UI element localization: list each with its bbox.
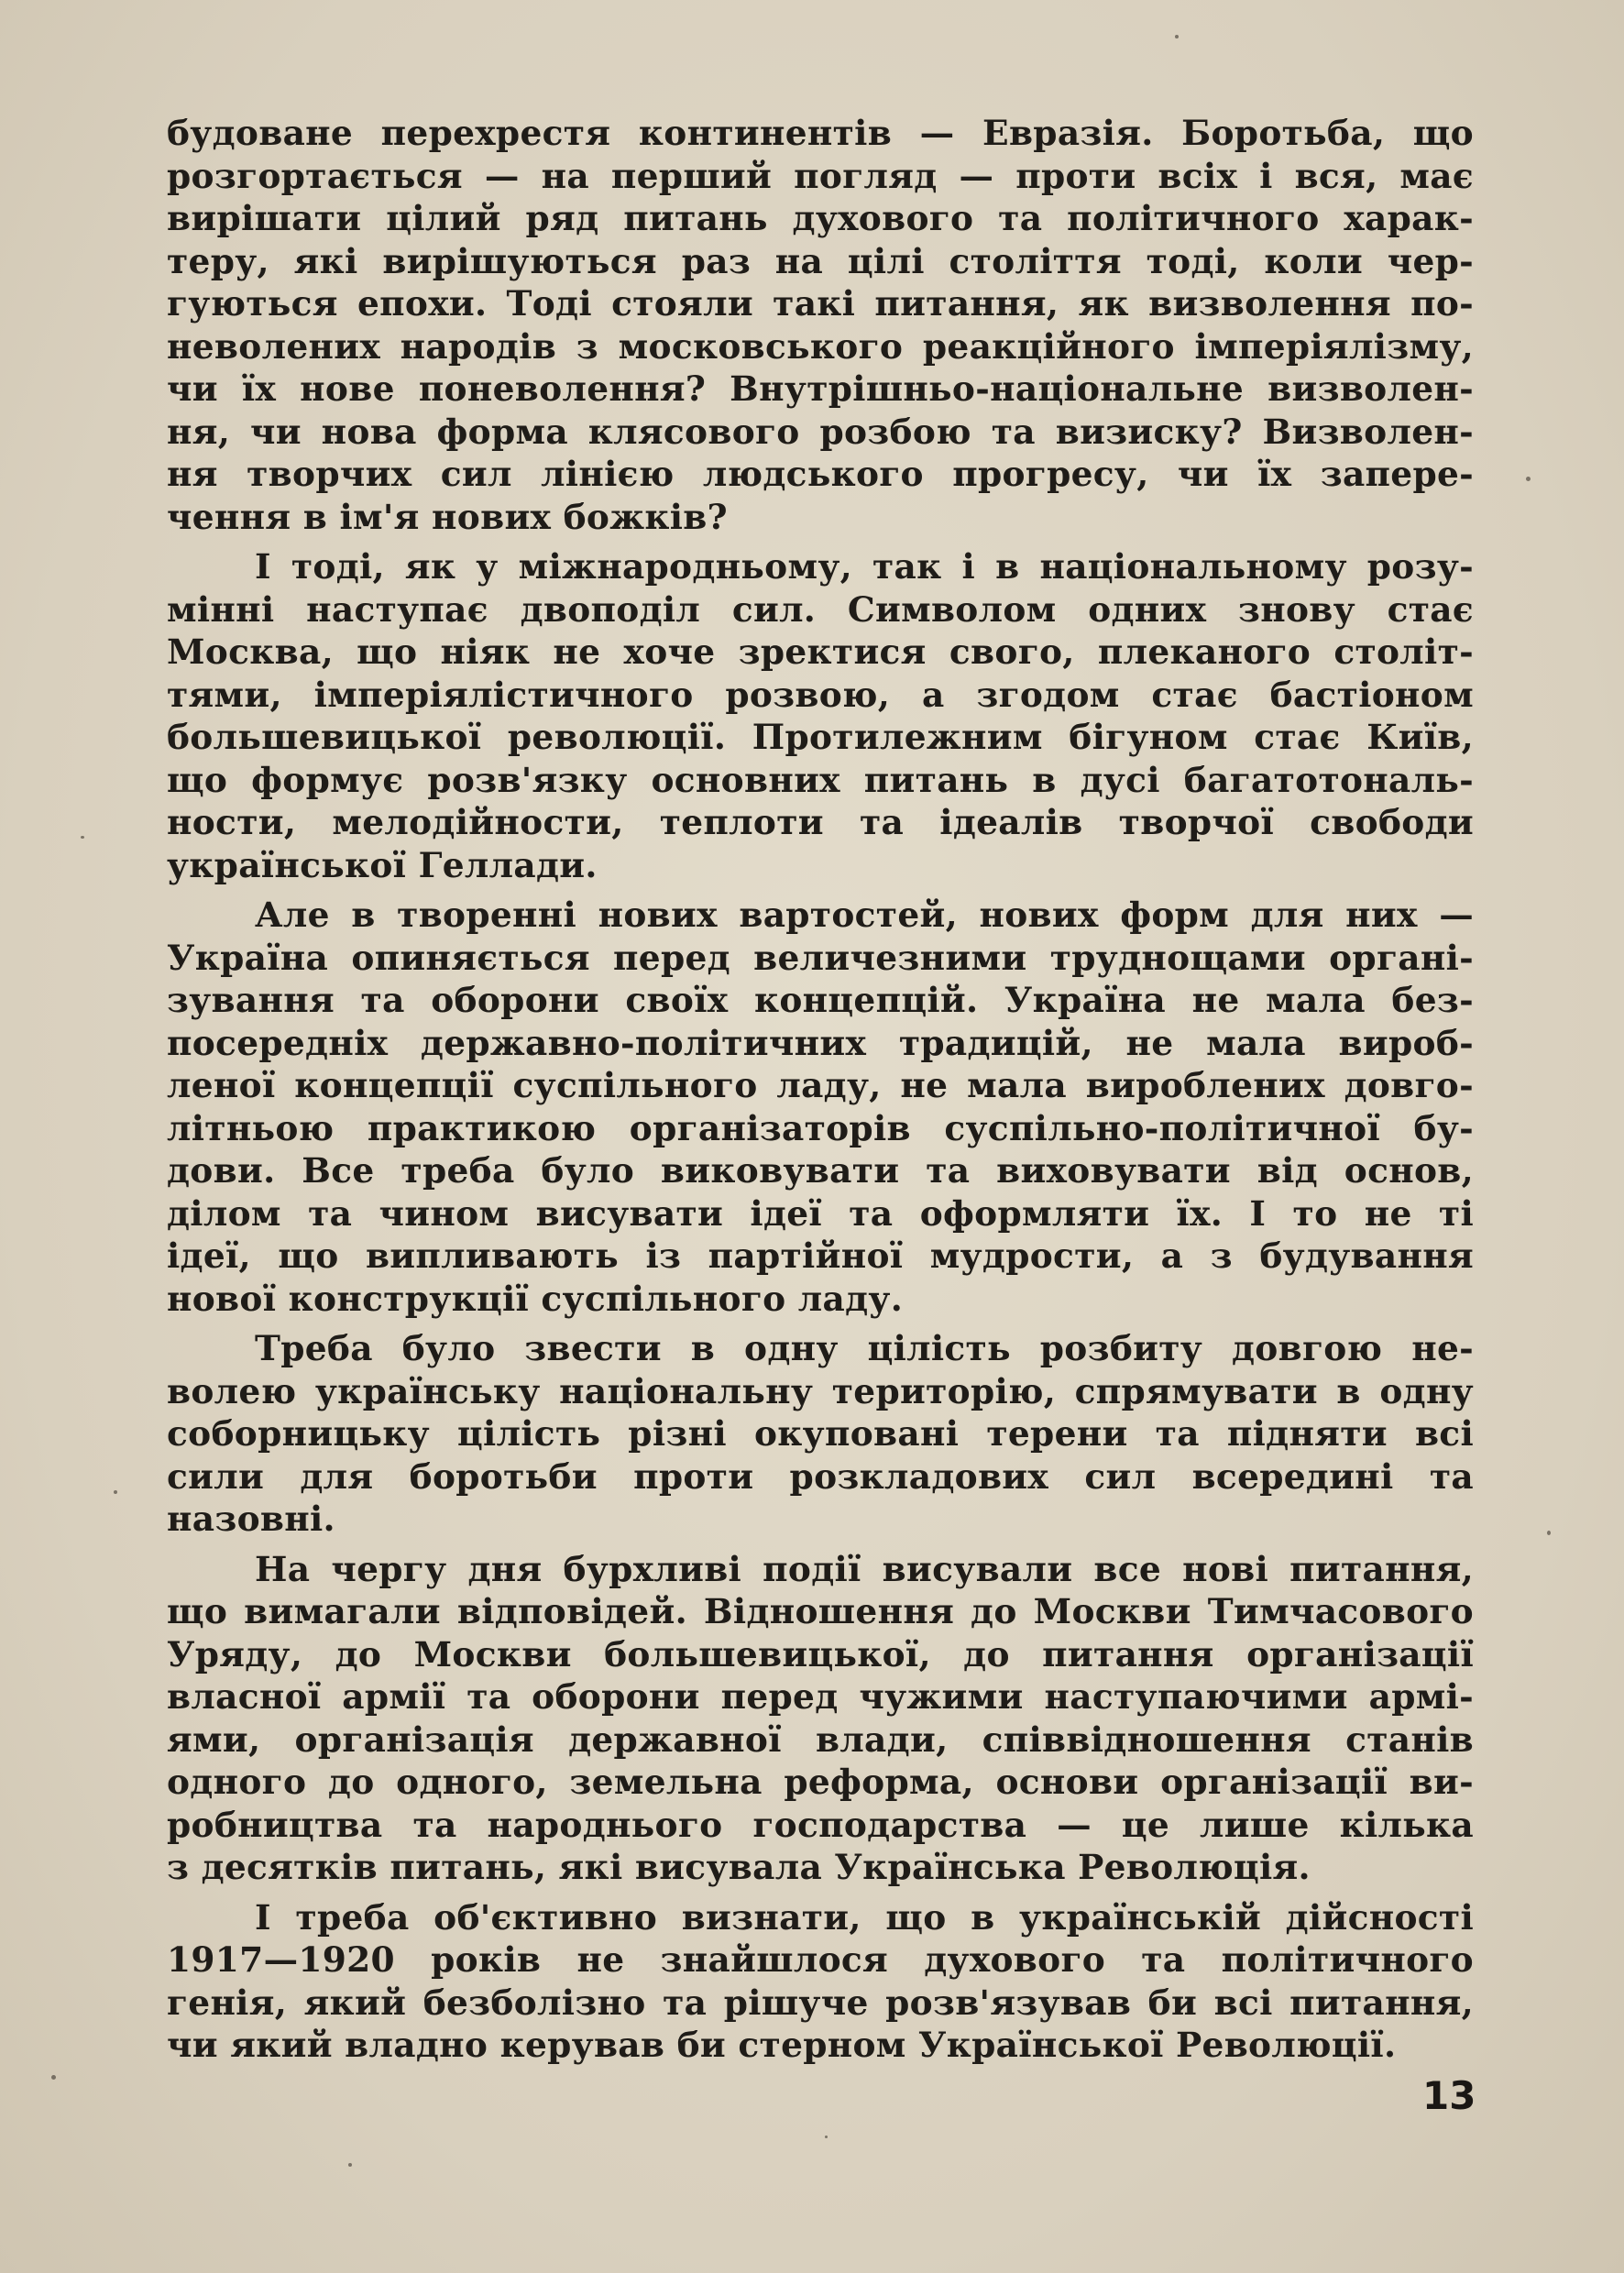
text-line: тями, імперіялістичного розвою, а згодом стає бастіоном: [167, 674, 1474, 715]
text-line: мінні наступає двоподіл сил. Символом одних знову стає: [167, 588, 1474, 630]
text-line: ділом та чином висувати ідеї та оформляти їх. І то не ті: [167, 1192, 1474, 1234]
text-line: Треба було звести в одну цілість розбиту довгою не-: [255, 1328, 1474, 1368]
print-speck: [1175, 35, 1179, 38]
text-line: нової конструкції суспільного ладу.: [167, 1278, 904, 1319]
text-line: 1917—1920 років не знайшлося духового та політичного: [167, 1939, 1474, 1980]
text-line: гуються епохи. Тоді стояли такі питання, як визволення по-: [167, 283, 1474, 324]
page-number: 13: [1422, 2073, 1476, 2118]
text-line: одного до одного, земельна реформа, основи організації ви-: [167, 1762, 1474, 1802]
print-speck: [1526, 477, 1531, 481]
text-line: теру, які вирішуються раз на цілі століття тоді, коли чер-: [167, 240, 1474, 281]
text-line: будоване перехрестя континентів — Евразія. Боротьба, що: [167, 113, 1474, 153]
text-line: ідеї, що випливають із партійної мудрости, а з будування: [167, 1235, 1474, 1276]
text-line: Москва, що ніяк не хоче зректися свого, плеканого століт-: [167, 631, 1474, 672]
text-line: большевицької революції. Протилежним бігуном стає Київ,: [167, 717, 1474, 757]
text-line: І тоді, як у міжнародньому, так і в національному розу-: [255, 546, 1474, 587]
print-speck: [348, 2163, 352, 2167]
text-line: ями, організація державної влади, співвідношення станів: [167, 1718, 1474, 1760]
text-line: ности, мелодійности, теплоти та ідеалів творчої свободи: [167, 802, 1474, 842]
text-line: чи їх нове поневолення? Внутрішньо-національне визволен-: [167, 368, 1474, 409]
text-line: леної концепції суспільного ладу, не мала вироблених довго-: [167, 1065, 1474, 1105]
print-speck: [81, 836, 84, 839]
text-line: сили для боротьби проти розкладових сил всередині та: [167, 1455, 1474, 1497]
text-line: посередніх державно-політичних традицій, не мала вироб-: [167, 1022, 1474, 1063]
text-line: волею українську національну територію, спрямувати в одну: [167, 1370, 1474, 1411]
text-line: неволених народів з московського реакційного імперіялізму,: [167, 325, 1474, 367]
text-line: чи який владно керував би стерном Української Революції.: [167, 2025, 1397, 2065]
paragraph: [167, 545, 1474, 886]
text-line: з десятків питань, які висувала Українська Революція.: [167, 1847, 1311, 1887]
print-speck: [825, 2136, 828, 2138]
text-line: генія, який безболізно та рішуче розв'язував би всі питання,: [167, 1982, 1474, 2023]
text-line: що вимагали відповідей. Відношення до Москви Тимчасового: [167, 1591, 1474, 1631]
text-line: І треба об'єктивно визнати, що в українській дійсності: [255, 1896, 1474, 1938]
text-line: назовні.: [167, 1499, 335, 1539]
text-line: чення в ім'я нових божків?: [167, 496, 728, 537]
text-line: української Геллади.: [167, 844, 598, 885]
text-line: Але в творенні нових вартостей, нових форм для них —: [255, 895, 1474, 935]
text-line: ня творчих сил лінією людського прогресу, чи їх запере-: [167, 454, 1474, 494]
print-speck: [1547, 1531, 1551, 1535]
text-line: Україна опиняється перед величезними труднощами органі-: [167, 937, 1474, 978]
paragraph: [167, 1548, 1474, 1889]
paragraph: [167, 1896, 1474, 2067]
paragraph: [167, 1327, 1474, 1541]
text-line: вирішати цілий ряд питань духового та політичного харак-: [167, 198, 1474, 238]
text-line: власної армії та оборони перед чужими наступаючими армі-: [167, 1676, 1474, 1717]
text-line: розгортається — на перший погляд — проти всіх і вся, має: [167, 155, 1474, 196]
paragraph: [167, 112, 1474, 538]
print-speck: [51, 2075, 56, 2080]
text-line: робництва та народнього господарства — це лише кілька: [167, 1804, 1474, 1845]
paragraph: [167, 894, 1474, 1320]
print-speck: [114, 1490, 117, 1494]
text-line: дови. Все треба було виковувати та виховувати від основ,: [167, 1150, 1474, 1191]
page-body: [167, 112, 1474, 2067]
text-line: ня, чи нова форма клясового розбою та визиску? Визволен-: [167, 411, 1474, 452]
text-line: На чергу дня бурхливі події висували все нові питання,: [255, 1548, 1474, 1589]
text-line: літньою практикою організаторів суспільно-політичної бу-: [167, 1107, 1474, 1148]
text-line: зування та оборони своїх концепцій. Україна не мала без-: [167, 980, 1474, 1020]
text-line: що формує розв'язку основних питань в дусі багатотональ-: [167, 759, 1474, 800]
text-line: соборницьку цілість різні окуповані терени та підняти всі: [167, 1413, 1474, 1454]
text-line: Уряду, до Москви большевицької, до питання організації: [167, 1633, 1474, 1675]
